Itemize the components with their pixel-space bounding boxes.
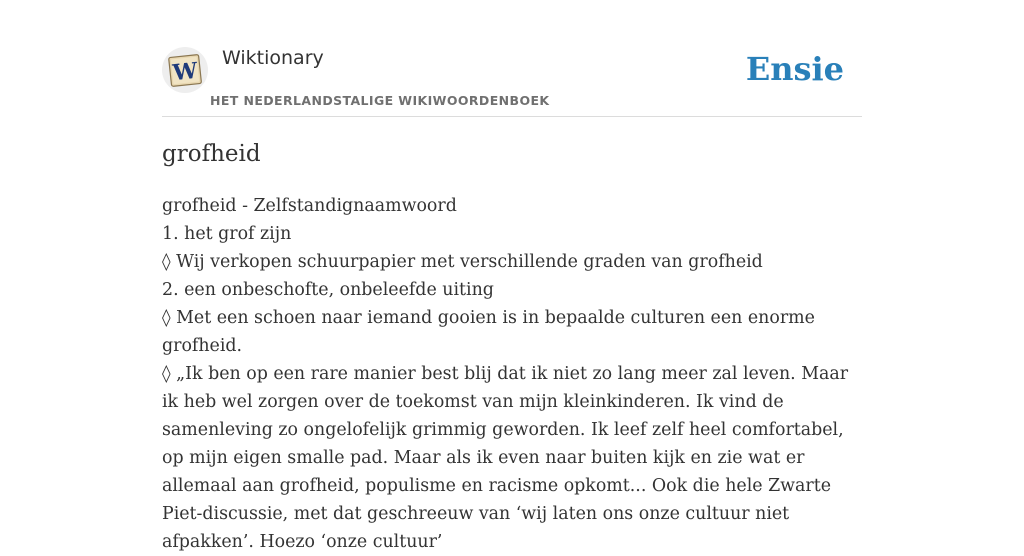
site-name[interactable]: Wiktionary: [222, 47, 324, 69]
example-1: ◊ Wij verkopen schuurpapier met verschillende graden van grofheid: [162, 252, 763, 272]
example-2: ◊ Met een schoen naar iemand gooien is in bepaalde culturen een enorme grofheid.: [162, 308, 815, 356]
definition-2: 2. een onbeschofte, onbeleefde uiting: [162, 280, 494, 300]
wiktionary-w-tile-icon: [166, 51, 204, 89]
logo-letter: W: [171, 57, 199, 87]
quote-example: ◊ „Ik ben op een rare manier best blij dat ik niet zo lang meer zal leven. Maar ik heb wel zorgen over de toekomst van mijn kleinkinderen. Ik vind de samenleving zo ongelofelijk grimmig geworden. Ik leef zelf heel comfortabel, op mijn eigen smalle pad. Maar als ik even naar buiten kijk en zie wat er allemaal aan grofheid, populisme en racisme opkomt... Ook die hele Zwarte Piet-discussie, met dat geschreeuw van ‘wij laten ons onze cultuur niet afpakken’. Hoezo ‘onze cultuur’: [162, 364, 849, 552]
brand-logo-text[interactable]: Ensie: [745, 50, 844, 88]
definition-content: [162, 192, 862, 556]
wiktionary-logo[interactable]: [162, 47, 208, 93]
page-title: grofheid: [162, 141, 261, 167]
entry-heading-line: grofheid - Zelfstandignaamwoord: [162, 196, 457, 216]
site-header: [162, 40, 862, 117]
definition-1: 1. het grof zijn: [162, 224, 292, 244]
site-subtitle: HET NEDERLANDSTALIGE WIKIWOORDENBOEK: [210, 93, 550, 108]
